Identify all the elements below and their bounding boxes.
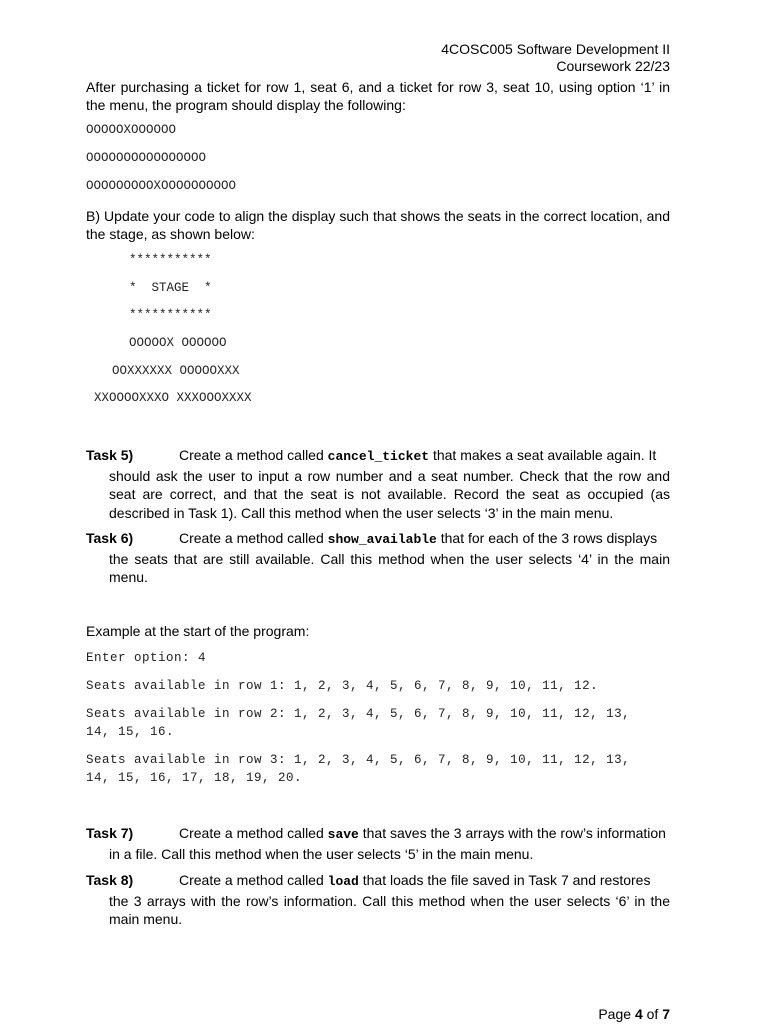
header: [441, 41, 670, 75]
intro-paragraph: After purchasing a ticket for row 1, seat 6, and a ticket for row 3, seat 10, using option ‘1’ in the menu, the program should display the following:: [86, 79, 670, 113]
task-7-body: in a file. Call this method when the user selects ‘5’ in the main menu.: [109, 845, 534, 862]
current-page: 4: [634, 1006, 643, 1022]
example-row2-line2: 14, 15, 16.: [86, 725, 175, 739]
example-row1: Seats available in row 1: 1, 2, 3, 4, 5, 6, 7, 8, 9, 10, 11, 12.: [86, 679, 599, 693]
task-5-label: Task 5): [86, 447, 134, 463]
task-8: Task 8) Create a method called load that loads the file saved in Task 7 and restores the 3 arrays with the row’s information. Call this method when the user selects ‘6’ in the main menu.: [86, 872, 670, 927]
task-8-label: Task 8): [86, 872, 134, 888]
example-row3-line1: Seats available in row 3: 1, 2, 3, 4, 5, 6, 7, 8, 9, 10, 11, 12, 13,: [86, 753, 631, 767]
display-b-row3: XXOOOOXXXO XXXOOOXXXX: [94, 391, 252, 405]
task-7-label: Task 7): [86, 825, 134, 841]
display-a-row3: OOOOOOOOOXOOOOOOOOOO: [86, 179, 237, 193]
task-5-body: should ask the user to input a row number and a seat number. Check that the row and seat are correct, and that the seat is not available. Record the seat as occupied (as described in Task 1). Call this method when the user selects ‘3’ in the main menu.: [109, 467, 670, 521]
display-b-row1: OOOOOX OOOOOO: [129, 336, 227, 350]
total-pages: 7: [662, 1006, 670, 1022]
example-heading: Example at the start of the program:: [86, 623, 310, 639]
display-a-row1: OOOOOXOOOOOO: [86, 123, 177, 137]
stage-border-bottom: ***********: [129, 308, 212, 322]
coursework-year: Coursework 22/23: [556, 58, 670, 74]
example-option: Enter option: 4: [86, 651, 207, 665]
stage-label: * STAGE *: [129, 281, 212, 295]
page-number: Page 4 of 7: [598, 1006, 670, 1022]
task-6-body: the seats that are still available. Call this method when the user selects ‘4’ in the main menu.: [109, 550, 670, 585]
stage-border-top: ***********: [129, 253, 212, 267]
task-5: Task 5) Create a method called cancel_ticket that makes a seat available again. It should ask the user to input a row number and a seat number. Check that the row and seat are correct, and that the seat is not available. Record the seat as occupied (as described in Task 1). Call this method when the user selects ‘3’ in the main menu.: [86, 447, 670, 521]
example-row3-line2: 14, 15, 16, 17, 18, 19, 20.: [86, 771, 303, 785]
task-6: Task 6) Create a method called show_available that for each of the 3 rows displays the seats that are still available. Call this method when the user selects ‘4’ in the main menu.: [86, 530, 670, 585]
section-b-paragraph: B) Update your code to align the display such that shows the seats in the correct location, and the stage, as shown below:: [86, 208, 670, 242]
task-6-label: Task 6): [86, 530, 134, 546]
course-title: 4COSC005 Software Development II: [441, 41, 670, 57]
task-6-code: show_available: [327, 532, 437, 547]
task-8-body: the 3 arrays with the row’s information. Call this method when the user selects ‘6’ in the main menu.: [109, 892, 670, 927]
task-5-code: cancel_ticket: [327, 449, 430, 464]
task-7: Task 7) Create a method called save that saves the 3 arrays with the row’s information in a file. Call this method when the user selects ‘5’ in the main menu.: [86, 824, 670, 863]
task-8-code: load: [327, 874, 359, 889]
example-row2-line1: Seats available in row 2: 1, 2, 3, 4, 5, 6, 7, 8, 9, 10, 11, 12, 13,: [86, 707, 631, 721]
display-b-row2: OOXXXXXX OOOOOXXX: [112, 364, 240, 378]
task-7-code: save: [327, 827, 359, 842]
display-a-row2: OOOOOOOOOOOOOOOO: [86, 151, 207, 165]
